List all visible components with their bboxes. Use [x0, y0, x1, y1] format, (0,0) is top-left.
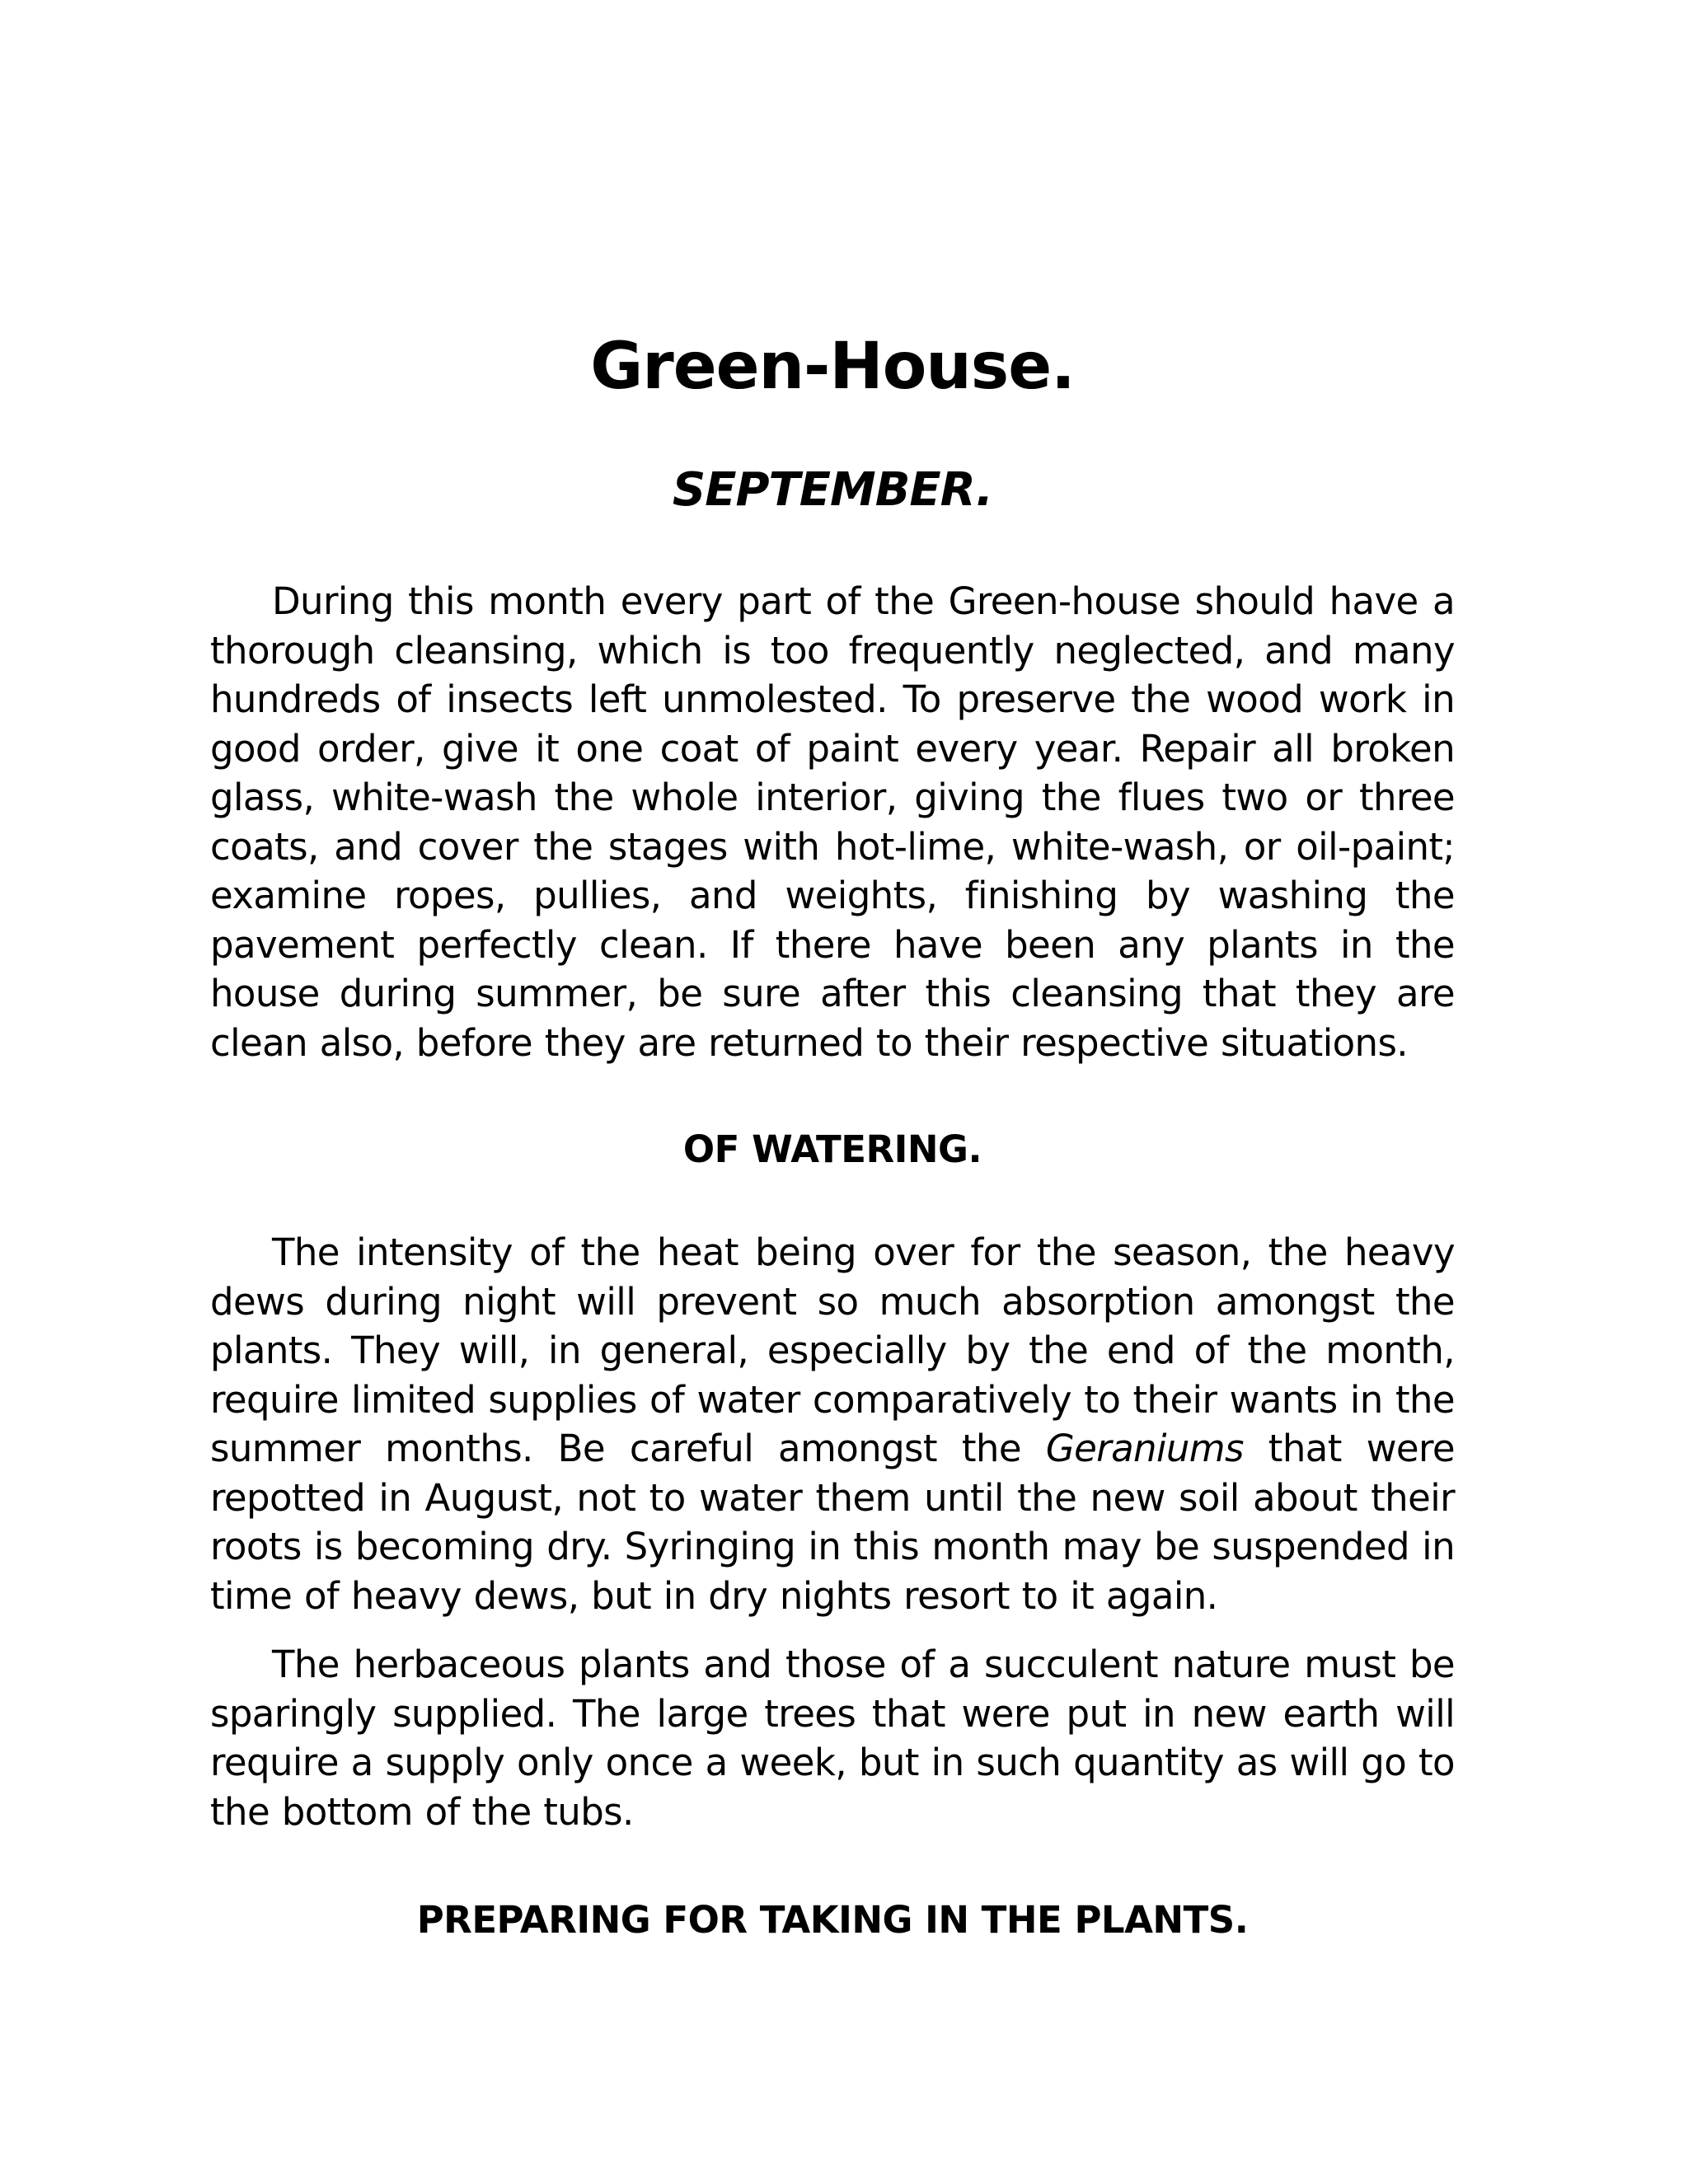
- paragraph-herbaceous: The herbaceous plants and those of a succulent nature must be sparingly supplied. The large trees that were put in new earth will require a supply only once a week, but in such quantity as will go to the bottom of the tubs.: [210, 1643, 1455, 1834]
- month-subtitle: SEPTEMBER.: [672, 463, 993, 517]
- paragraph-cleansing: During this month every part of the Green-house should have a thorough cleansing, which is too frequently neglected, and many hundreds of insects left unmolested. To preserve the wood work in good order, give it one coat of paint every year. Repair all broken glass, white-wash the whole interior, giving the flues two or three coats, and cover the stages with hot-lime, white-wash, or oil-paint; examine ropes, pullies, and weights, finishing by washing the pavement perfectly clean. If there have been any plants in the house during summer, be sure after this cleansing that they are clean also, before they are returned to their respective situations.: [210, 579, 1455, 1065]
- paragraph-watering-text-2: that were repotted in August, not to water them until the new soil about their roots is becoming dry. Syringing in this month may be suspended in time of heavy dews, but in dry nights resort to it again.: [210, 1427, 1455, 1618]
- paragraph-watering: [210, 1228, 1455, 1620]
- geraniums-italic: Geraniums: [1045, 1427, 1244, 1470]
- section-heading-watering: OF WATERING.: [682, 1127, 982, 1171]
- section-heading-preparing: PREPARING FOR TAKING IN THE PLANTS.: [416, 1898, 1249, 1942]
- page-title: Green-House.: [590, 330, 1075, 404]
- paragraph-watering-text-1: The intensity of the heat being over for the season, the heavy dews during night will prevent so much absorption amongst the plants. They will, in general, especially by the end of the month, require limited supplies of water comparatively to their wants in the summer months. Be careful amongst the: [210, 1230, 1455, 1470]
